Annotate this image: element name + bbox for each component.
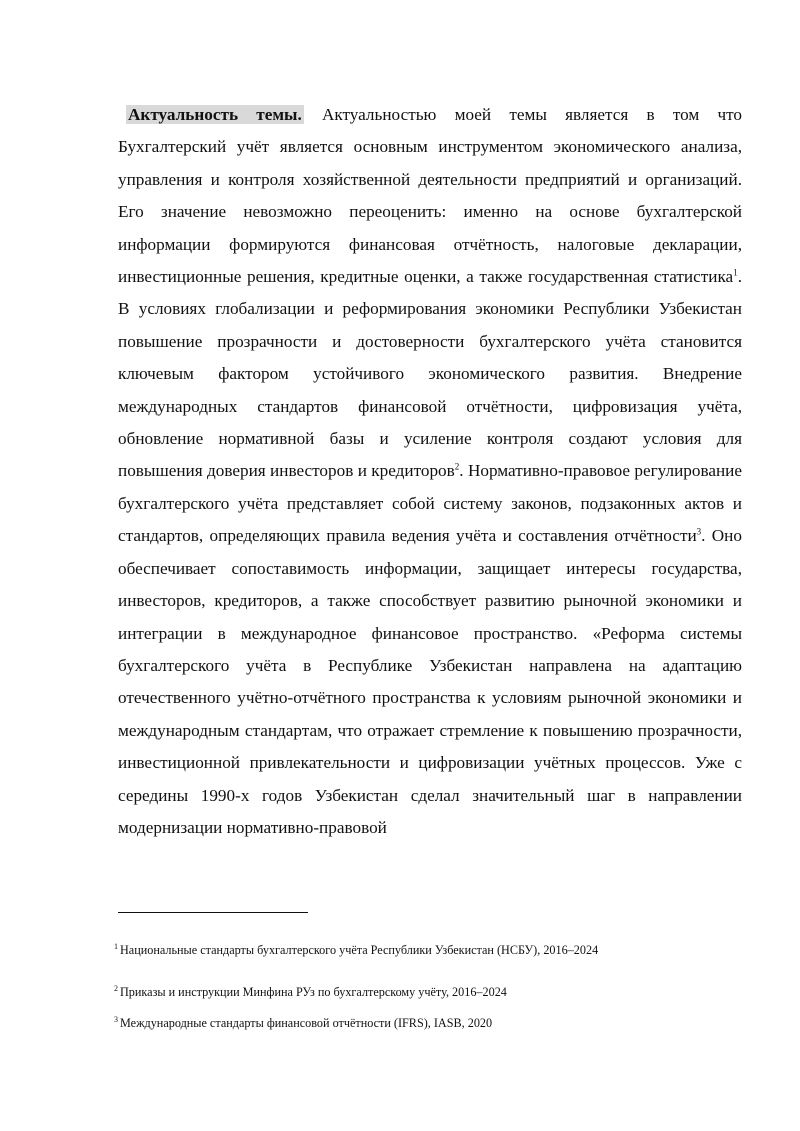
footnote-ref-3[interactable]: 3 [696, 526, 702, 537]
paragraph-text-1: Актуальностью моей темы является в том что Бухгалтерский учёт является основным инструментом экономического анализа, управления и контроля хозяйственной деятельности предприятий и организаций. Его значение невозможно переоценить: именно на основе бухгалтерской информации формируются финансовая отчётность, налоговые декларации, инвестиционные решения, кредитные оценки, а также государственная статистика [118, 105, 742, 287]
footnote-mark-2: 2 [114, 983, 118, 993]
paragraph-text-3: . Нормативно-правовое регулирование бухгалтерского учёта представляет собой систему законов, подзаконных актов и стандартов, определяющих правила ведения учёта и составления отчётности [118, 461, 742, 546]
section-heading: Актуальность темы. [128, 105, 302, 124]
footnote-3 [114, 1015, 492, 1031]
footnote-mark-3: 3 [114, 1014, 118, 1024]
footnote-ref-1[interactable]: 1 [733, 267, 738, 278]
footnote-ref-2[interactable]: 2 [454, 461, 460, 472]
paragraph-text-4: . Оно обеспечивает сопоставимость информации, защищает интересы государства, инвесторов, кредиторов, а также способствует развитию рыночной экономики и интеграции в международное финансовое пространство. «Реформа системы бухгалтерского учёта в Республике Узбекистан направлена на адаптацию отечественного учётно-отчётного пространства к условиям рыночной экономики и международным стандартам, что отражает стремление к повышению прозрачности, инвестиционной привлекательности и цифровизации учётных процессов. Уже с середины 1990-х годов Узбекистан сделал значительный шаг в направлении модернизации нормативно-правовой [118, 526, 742, 837]
footnote-mark-1: 1 [114, 941, 118, 951]
paragraph-text-2: . В условиях глобализации и реформирования экономики Республики Узбекистан повышение прозрачности и достоверности бухгалтерского учёта становится ключевым фактором устойчивого экономического развития. Внедрение международных стандартов финансовой отчётности, цифровизация учёта, обновление нормативной базы и усиление контроля создают условия для повышения доверия инвесторов и кредиторов [118, 267, 742, 481]
main-paragraph [118, 99, 742, 844]
footnote-2 [114, 984, 507, 1000]
footnote-text-2: Приказы и инструкции Минфина РУз по бухгалтерскому учёту, 2016–2024 [120, 985, 507, 999]
footnote-1 [114, 942, 598, 958]
footnote-text-1: Национальные стандарты бухгалтерского учёта Республики Узбекистан (НСБУ), 2016–2024 [120, 943, 599, 957]
footnote-text-3: Международные стандарты финансовой отчётности (IFRS), IASB, 2020 [120, 1016, 493, 1030]
footnote-separator [118, 912, 308, 913]
